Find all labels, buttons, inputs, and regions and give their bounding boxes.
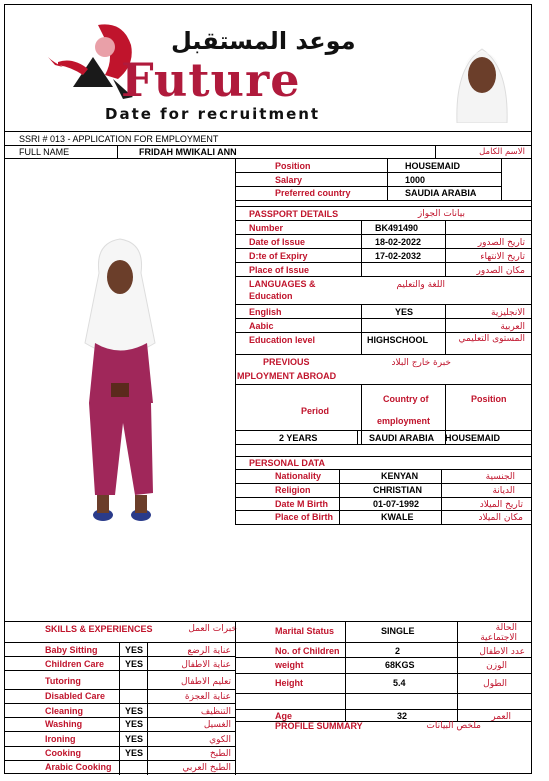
arabic-label-ar: العربية	[500, 322, 525, 332]
skill-label-ar: الكوي	[209, 735, 231, 745]
languages-title-ar: اللغة والتعليم	[396, 280, 445, 290]
passport-number-value: BK491490	[375, 223, 419, 233]
full-name-label-ar: الاسم الكامل	[479, 147, 525, 157]
skill-label: Cleaning	[45, 706, 84, 716]
skill-label: Tutoring	[45, 676, 81, 686]
weight-value: 68KGS	[385, 660, 415, 670]
skill-value: YES	[125, 734, 144, 744]
logo-tagline: Date for recruitment	[105, 105, 321, 123]
skill-label: Arabic Cooking	[45, 762, 112, 772]
profile-summary-label-ar: ملخص البيانات	[426, 721, 481, 731]
full-name-label: FULL NAME	[19, 147, 70, 157]
marital-label-ar: الحالة الاجتماعية	[480, 623, 517, 643]
skill-label: Washing	[45, 719, 83, 729]
children-label: No. of Children	[275, 646, 340, 656]
skill-value: YES	[125, 719, 144, 729]
skill-label: Ironing	[45, 734, 76, 744]
religion-value: CHRISTIAN	[373, 485, 422, 495]
salary-value: 1000	[405, 175, 426, 185]
expiry-date-value: 17-02-2032	[375, 251, 422, 261]
marital-value: SINGLE	[381, 626, 415, 636]
full-name-value: FRIDAH MWIKALI ANN	[139, 147, 237, 157]
dob-label-ar: تاريخ الميلاد	[479, 500, 523, 510]
skill-label: Children Care	[45, 659, 105, 669]
issue-place-label: Place of Issue	[249, 265, 310, 275]
skill-label-ar: عناية الاطفال	[181, 660, 231, 670]
skill-label-ar: الغسيل	[203, 720, 231, 730]
height-label-ar: الطول	[483, 679, 507, 689]
logo-arabic-text: موعد المستقبل	[171, 27, 356, 55]
education-label-ar: المستوى التعليمي	[458, 334, 525, 344]
pob-label-ar: مكان الميلاد	[478, 513, 523, 523]
nationality-value: KENYAN	[381, 471, 419, 481]
education-value: HIGHSCHOOL	[367, 335, 429, 345]
skill-label: Baby Sitting	[45, 645, 98, 655]
country-header-2: employment	[377, 416, 431, 426]
english-label-ar: الانجليزية	[491, 308, 525, 318]
personal-title: PERSONAL DATA	[249, 458, 326, 468]
issue-date-value: 18-02-2022	[375, 237, 422, 247]
period-value: 2 YEARS	[279, 433, 318, 443]
skills-title: SKILLS & EXPERIENCES	[45, 624, 153, 634]
position-label: Position	[275, 161, 311, 171]
skill-label-ar: التنظيف	[200, 707, 231, 717]
skill-label-ar: تعليم الاطفال	[180, 677, 231, 687]
skill-label: Disabled Care	[45, 691, 106, 701]
children-label-ar: عدد الاطفال	[479, 647, 525, 657]
age-value: 32	[397, 711, 408, 721]
country-value: SAUDIA ARABIA	[405, 188, 477, 198]
pob-label: Place of Birth	[275, 512, 334, 522]
pob-value: KWALE	[381, 512, 414, 522]
age-label-ar: العمر	[491, 712, 511, 722]
skill-value: YES	[125, 748, 144, 758]
issue-place-label-ar: مكان الصدور	[476, 266, 525, 276]
skill-label: Cooking	[45, 748, 81, 758]
skill-label-ar: الطبخ	[209, 749, 231, 759]
age-label: Age	[275, 711, 293, 721]
expiry-date-label: D:te of Expiry	[249, 251, 308, 261]
skill-label-ar: عناية الرضع	[187, 646, 231, 656]
passport-title: PASSPORT DETAILS	[249, 209, 339, 219]
profile-summary-label: PROFILE SUMMARY	[275, 721, 363, 731]
position-header: Position	[471, 394, 507, 404]
weight-label-ar: الوزن	[486, 661, 507, 671]
company-logo	[43, 13, 383, 125]
salary-label: Salary	[275, 175, 303, 185]
english-label: English	[249, 307, 282, 317]
skill-value: YES	[125, 659, 144, 669]
employment-position-value: HOUSEMAID	[445, 433, 501, 443]
previous-title: PREVIOUS	[263, 357, 310, 367]
religion-label-ar: الديانة	[492, 486, 515, 496]
religion-label: Religion	[275, 485, 311, 495]
logo-main-text: Future	[121, 53, 301, 107]
period-header: Period	[301, 406, 330, 416]
previous-title-ar: خبرة خارج البلاد	[391, 358, 451, 368]
children-value: 2	[395, 646, 401, 656]
nationality-label-ar: الجنسية	[485, 472, 515, 482]
education-label: Education level	[249, 335, 316, 345]
height-label: Height	[275, 678, 303, 688]
employment-country-value: SAUDI ARABIA	[369, 433, 435, 443]
headshot-photo	[437, 27, 527, 123]
dob-value: 01-07-1992	[373, 499, 420, 509]
skills-title-ar: خبرات العمل	[188, 624, 237, 634]
passport-number-label: Number	[249, 223, 284, 233]
application-form	[4, 4, 532, 774]
previous-title-2: MPLOYMENT ABROAD	[237, 371, 337, 381]
english-value: YES	[395, 307, 414, 317]
dob-label: Date M Birth	[275, 499, 329, 509]
full-body-photo	[65, 233, 175, 533]
arabic-label: Aabic	[249, 321, 274, 331]
country-label: Preferred country	[275, 188, 351, 198]
marital-label: Marital Status	[275, 626, 335, 636]
issue-date-label: Date of Issue	[249, 237, 306, 247]
passport-title-ar: بيانات الجواز	[417, 209, 465, 219]
expiry-date-label-ar: تاريخ الانتهاء	[480, 252, 525, 262]
height-value: 5.4	[393, 678, 406, 688]
languages-title-2: Education	[249, 291, 293, 301]
weight-label: weight	[275, 660, 304, 670]
country-header: Country of	[383, 394, 429, 404]
position-value: HOUSEMAID	[405, 161, 461, 171]
form-title: SSRI # 013 - APPLICATION FOR EMPLOYMENT	[19, 134, 219, 144]
skill-label-ar: عناية العجزة	[184, 692, 231, 702]
skill-value: YES	[125, 706, 144, 716]
skill-value: YES	[125, 645, 144, 655]
skill-label-ar: الطبخ العربي	[182, 763, 231, 773]
nationality-label: Nationality	[275, 471, 322, 481]
languages-title: LANGUAGES &	[249, 279, 316, 289]
issue-date-label-ar: تاريخ الصدور	[477, 238, 525, 248]
